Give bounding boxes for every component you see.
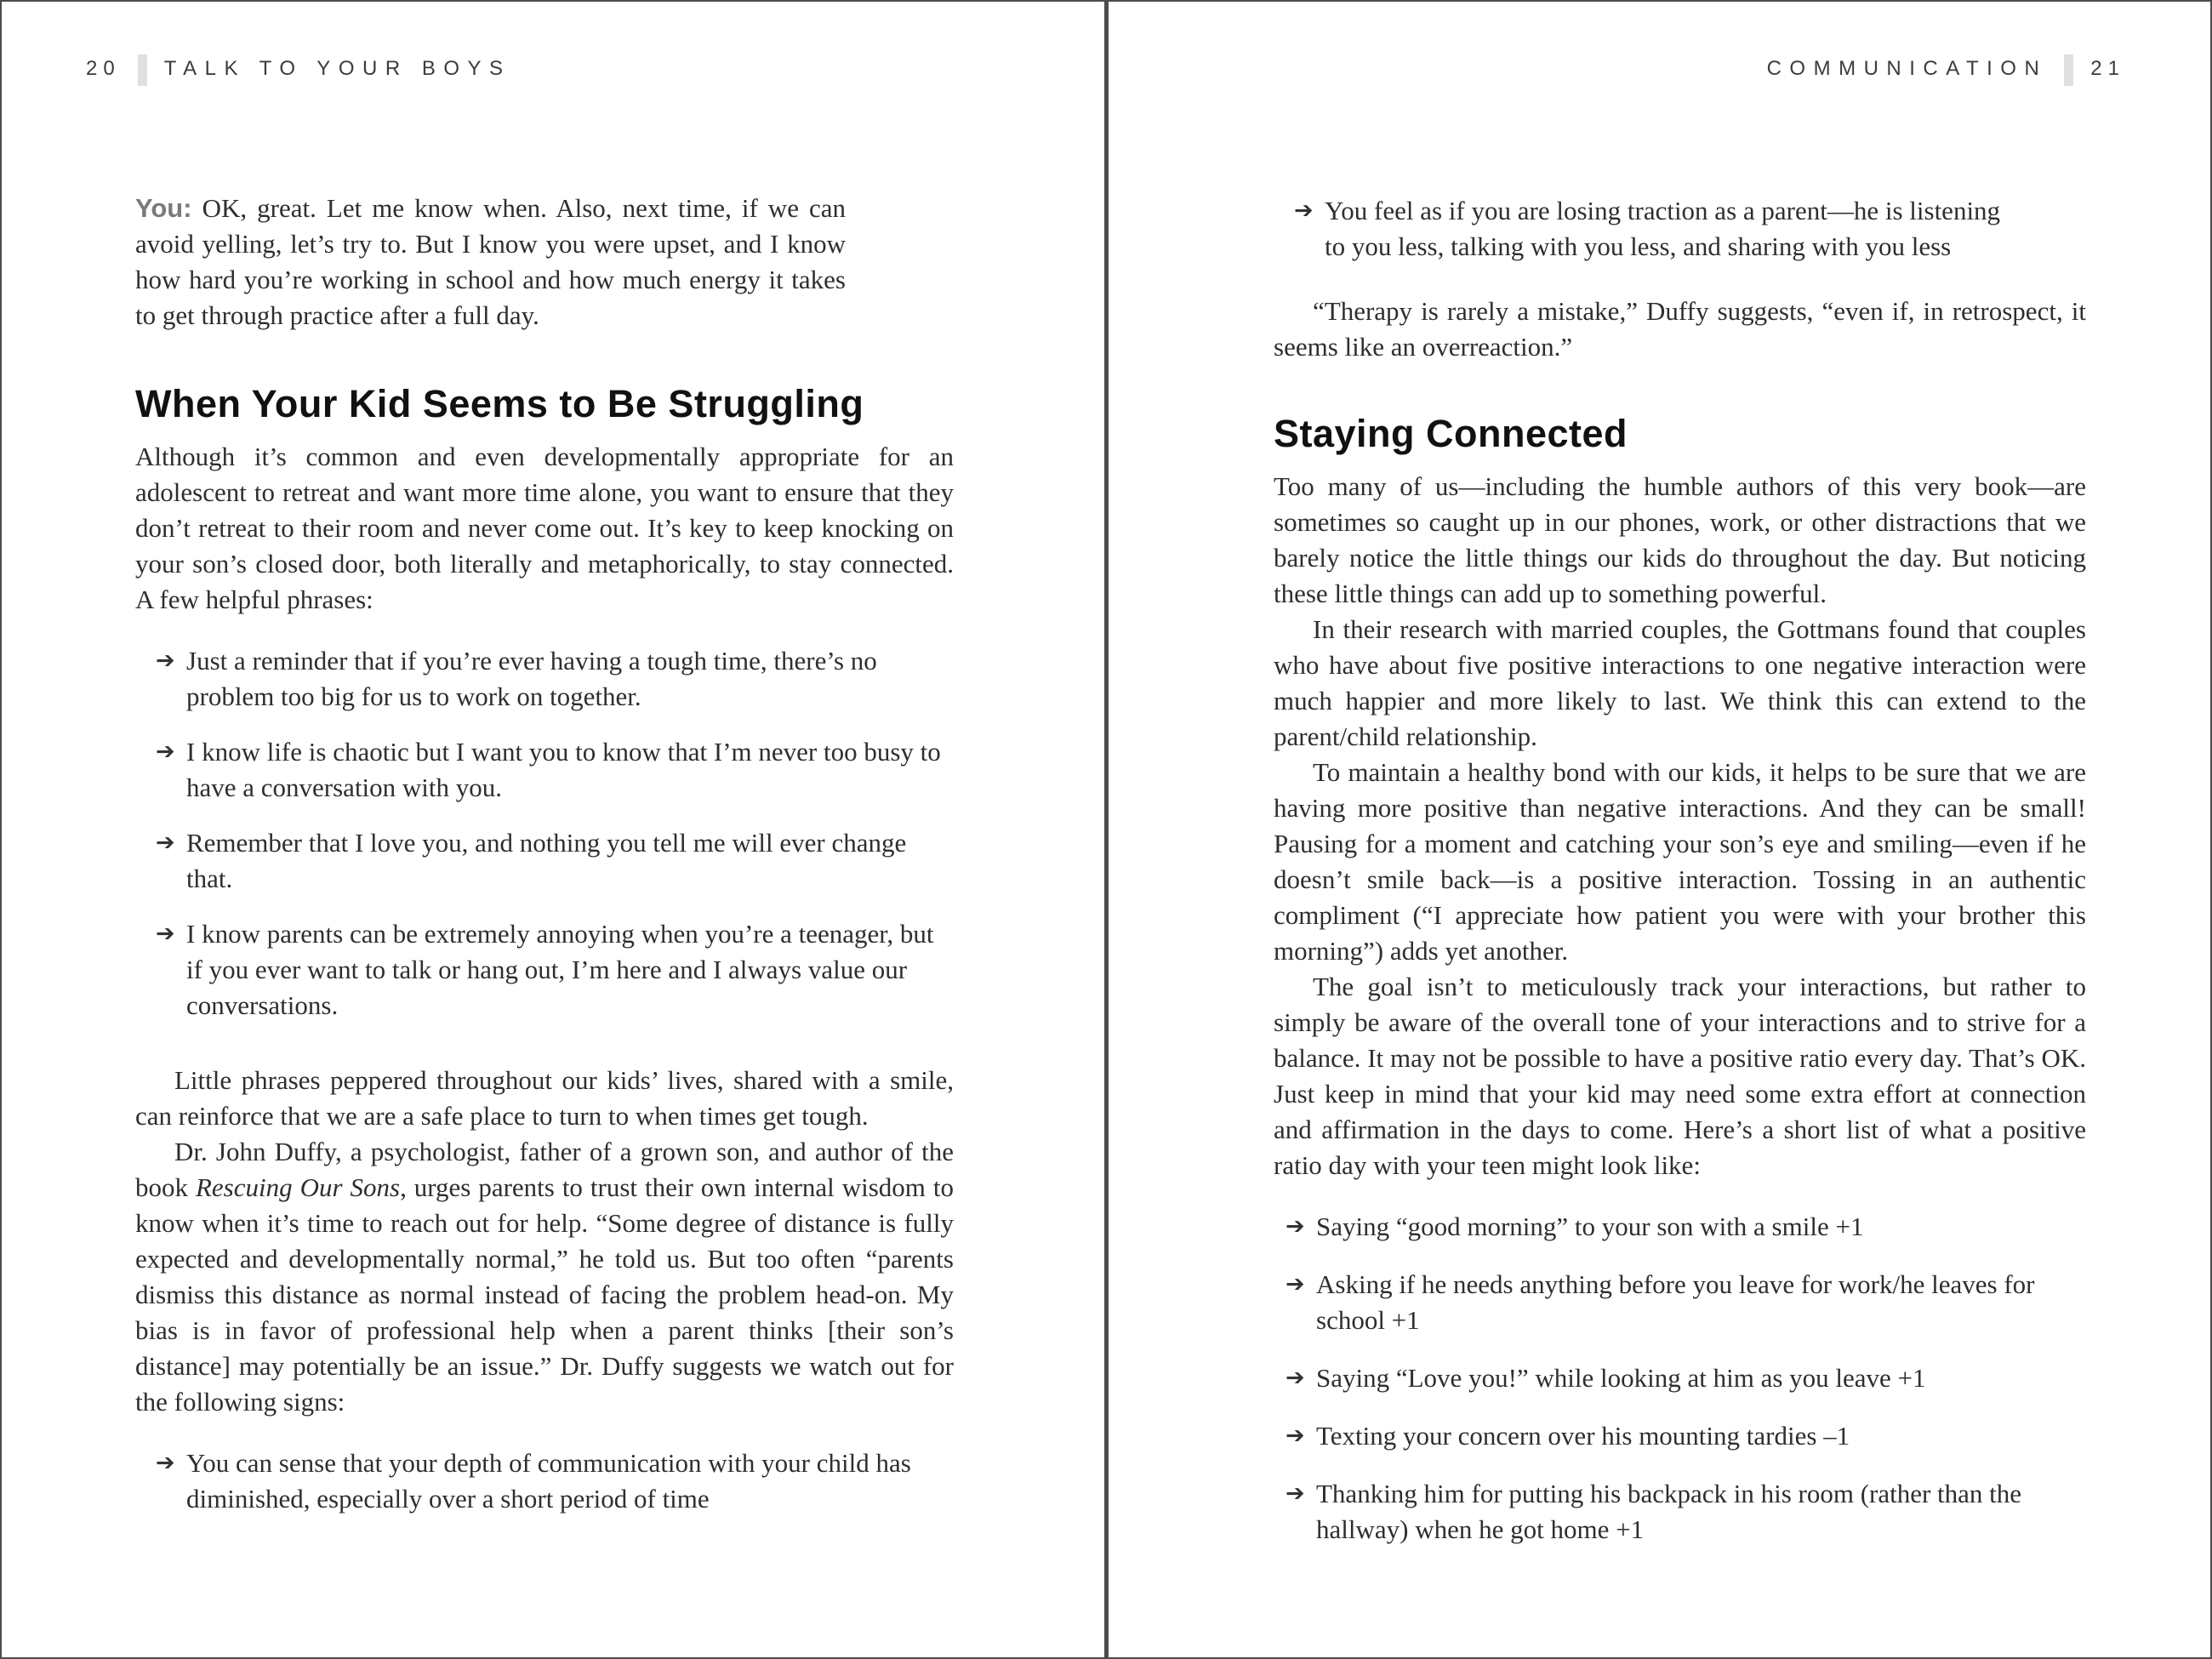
intro-paragraph: Although it’s common and even developmentally appropriate for an adolescent to retreat and want more time alone, you want to ensure that they don’t retreat to their room and never come out. It’s key to keep knocking on your son’s closed door, both literally and metaphorically, to stay connected. A few helpful phrases: xyxy=(135,442,954,614)
positive-ratio-list xyxy=(1274,1209,2086,1548)
dialogue-block xyxy=(135,191,846,334)
list-item xyxy=(156,916,954,1023)
list-item-text: I know life is chaotic but I want you to know that I’m never too busy to have a conversation with you. xyxy=(186,737,941,802)
running-head-title-right: COMMUNICATION xyxy=(1766,56,2048,80)
running-head-bar xyxy=(2064,54,2073,86)
dialogue-text: OK, great. Let me know when. Also, next time, if we can avoid yelling, let’s try to. But I know you were upset, and I know how hard you’re working in school and how much energy it takes to get through practice after a full day. xyxy=(135,193,846,330)
list-item xyxy=(156,734,954,806)
arrow-bullet-icon: ➔ xyxy=(1286,1365,1305,1391)
list-item xyxy=(156,825,954,897)
arrow-bullet-icon: ➔ xyxy=(1286,1480,1305,1507)
list-item xyxy=(156,1445,954,1517)
list-item-text: Just a reminder that if you’re ever having a tough time, there’s no problem too big for us to work on together. xyxy=(186,646,877,711)
page-number-left: 20 xyxy=(86,56,121,80)
page-spine-divider xyxy=(1104,2,1109,1657)
duffy-paragraph xyxy=(135,1134,954,1420)
list-item xyxy=(1294,193,2086,265)
book-title-rescuing-our-sons: Rescuing Our Sons xyxy=(195,1172,401,1202)
little-phrases-paragraph: Little phrases peppered throughout our kids’ lives, shared with a smile, can reinforce that we are a safe place to turn to when times get tough. xyxy=(135,1065,954,1131)
therapy-paragraph: “Therapy is rarely a mistake,” Duffy suggests, “even if, in retrospect, it seems like an overreaction.” xyxy=(1274,296,2086,362)
arrow-bullet-icon: ➔ xyxy=(1286,1213,1305,1240)
list-item-text: Thanking him for putting his backpack in his room (rather than the hallway) when he got home +1 xyxy=(1316,1479,2022,1544)
left-page-content xyxy=(135,191,954,1517)
list-item-text: You feel as if you are losing traction as a parent—he is listening to you less, talking with you less, and sharing with you less xyxy=(1325,196,2001,261)
list-item xyxy=(1286,1360,2086,1396)
section-heading-struggling: When Your Kid Seems to Be Struggling xyxy=(135,382,864,425)
body-paragraph: The goal isn’t to meticulously track your interactions, but rather to simply be aware of the overall tone of your interactions and to strive for a balance. It may not be possible to have a positive ratio every day. That’s OK. Just keep in mind that your kid may need some extra effort at connection and affirmation in the days to come. Here’s a short list of what a positive ratio day with your teen might look like: xyxy=(1274,972,2086,1180)
list-item xyxy=(1286,1267,2086,1338)
list-item-text: Texting your concern over his mounting tardies –1 xyxy=(1316,1421,1850,1451)
duffy-paragraph-before: Dr. John Duffy, a psychologist, father of a grown son, and author of the book xyxy=(135,1137,954,1202)
list-item-text: You can sense that your depth of communication with your child has diminished, especially over a short period of time xyxy=(186,1448,911,1514)
list-item-text: Remember that I love you, and nothing you tell me will ever change that. xyxy=(186,828,907,893)
arrow-bullet-icon: ➔ xyxy=(1294,197,1314,224)
running-head-right xyxy=(1767,51,2125,86)
arrow-bullet-icon: ➔ xyxy=(1286,1271,1305,1297)
running-head-left xyxy=(86,51,511,86)
warning-signs-list xyxy=(135,1445,954,1517)
list-item-text: I know parents can be extremely annoying when you’re a teenager, but if you ever want to talk or hang out, I’m here and I always value our conversations. xyxy=(186,919,934,1020)
section-heading-staying-connected: Staying Connected xyxy=(1274,412,1628,455)
list-item xyxy=(1286,1476,2086,1548)
body-paragraph: In their research with married couples, the Gottmans found that couples who have about five positive interactions to one negative interaction were much happier and more likely to last. We think this can extend to the parent/child relationship. xyxy=(1274,614,2086,751)
body-paragraph: Too many of us—including the humble authors of this very book—are sometimes so caught up in our phones, work, or other distractions that we barely notice the little things our kids do throughout the day. But noticing these little things can add up to something powerful. xyxy=(1274,471,2086,608)
duffy-paragraph-after: , urges parents to trust their own internal wisdom to know when it’s time to reach out for help. “Some degree of distance is fully expected and developmentally normal,” he told us. But too often “parents dismiss this distance as normal instead of facing the problem head-on. My bias is in favor of professional help when a parent thinks [their son’s distance] may potentially be an issue.” Dr. Duffy suggests we watch out for the following signs: xyxy=(135,1172,955,1417)
list-item xyxy=(1286,1209,2086,1245)
arrow-bullet-icon: ➔ xyxy=(156,738,175,765)
body-paragraph: To maintain a healthy bond with our kids, it helps to be sure that we are having more positive than negative interactions. And they can be small! Pausing for a moment and catching your son’s eye and smiling—even if he doesn’t smile back—is a positive interaction. Tossing in an authentic compliment (“I appreciate how patient you were with your brother this morning”) adds yet another. xyxy=(1274,757,2086,966)
warning-signs-list-continued xyxy=(1274,193,2086,265)
arrow-bullet-icon: ➔ xyxy=(156,830,175,856)
right-page-content xyxy=(1274,193,2086,1548)
arrow-bullet-icon: ➔ xyxy=(156,647,175,674)
running-head-title-left: TALK TO YOUR BOYS xyxy=(163,56,511,80)
arrow-bullet-icon: ➔ xyxy=(156,1450,175,1476)
list-item-text: Saying “good morning” to your son with a smile +1 xyxy=(1316,1211,1864,1241)
dialogue-speaker-label: You: xyxy=(135,193,192,223)
running-head-bar xyxy=(138,54,147,86)
arrow-bullet-icon: ➔ xyxy=(1286,1422,1305,1449)
helpful-phrases-list xyxy=(135,643,954,1023)
list-item-text: Asking if he needs anything before you leave for work/he leaves for school +1 xyxy=(1316,1269,2035,1335)
list-item-text: Saying “Love you!” while looking at him as you leave +1 xyxy=(1316,1363,1926,1393)
list-item xyxy=(156,643,954,715)
arrow-bullet-icon: ➔ xyxy=(156,921,175,947)
list-item xyxy=(1286,1418,2086,1454)
page-number-right: 21 xyxy=(2090,56,2125,80)
